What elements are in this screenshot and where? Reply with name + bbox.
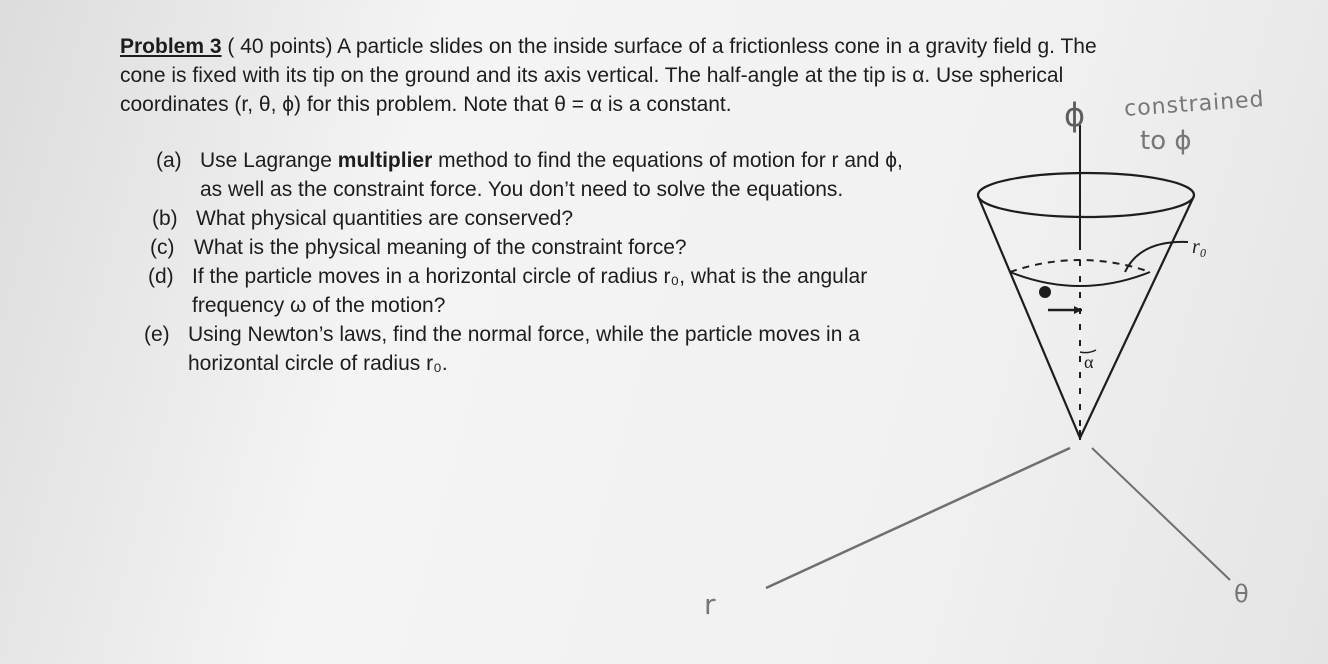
part-b-text: What physical quantities are conserved? bbox=[196, 207, 574, 230]
problem-title: Problem 3 bbox=[120, 35, 222, 58]
part-label: (e) bbox=[144, 323, 170, 346]
handwritten-phi: ϕ bbox=[1064, 96, 1086, 134]
cone-left-edge bbox=[978, 196, 1080, 438]
handwritten-r: r bbox=[704, 588, 716, 621]
part-label: (c) bbox=[150, 236, 175, 259]
problem-intro: A particle slides on the inside surface of a frictionless cone in a gravity field g. The cone is fixed with its tip on the ground and its axis vertical. The half-angle at the tip is α. Use spherical coordinates (r, θ, ϕ) for this problem. Note that θ = α is a constant. bbox=[120, 35, 1097, 116]
part-a-text-post: method to find the equations of motion for r and ϕ, as well as the constraint force. You don’t need to solve the equations. bbox=[200, 149, 903, 201]
r0-leader bbox=[1125, 242, 1188, 272]
particle bbox=[1039, 286, 1051, 298]
cone-rim bbox=[978, 173, 1194, 217]
problem-points: ( 40 points) bbox=[227, 35, 333, 58]
part-a-text-bold: multiplier bbox=[337, 149, 433, 172]
theta-axis-line bbox=[1092, 448, 1230, 580]
part-label: (b) bbox=[152, 207, 178, 230]
alpha-label: α bbox=[1084, 352, 1094, 372]
part-label: (d) bbox=[148, 265, 174, 288]
part-label: (a) bbox=[156, 149, 182, 172]
handwritten-theta: θ bbox=[1234, 580, 1249, 608]
handwritten-note-line1: constrained bbox=[1123, 87, 1266, 122]
cone-right-edge bbox=[1080, 196, 1194, 438]
r0-label: r₀ bbox=[1192, 236, 1207, 258]
handwritten-note-line2: to ϕ bbox=[1140, 126, 1192, 156]
part-c-text: What is the physical meaning of the constraint force? bbox=[194, 236, 687, 259]
part-a-text-pre: Use Lagrange bbox=[200, 149, 338, 172]
part-e-text: Using Newton’s laws, find the normal force, while the particle moves in a horizontal circle of radius r₀. bbox=[188, 323, 860, 375]
r-axis-line bbox=[766, 448, 1070, 588]
part-d-text: If the particle moves in a horizontal circle of radius r₀, what is the angular frequency ω of the motion? bbox=[192, 265, 868, 317]
